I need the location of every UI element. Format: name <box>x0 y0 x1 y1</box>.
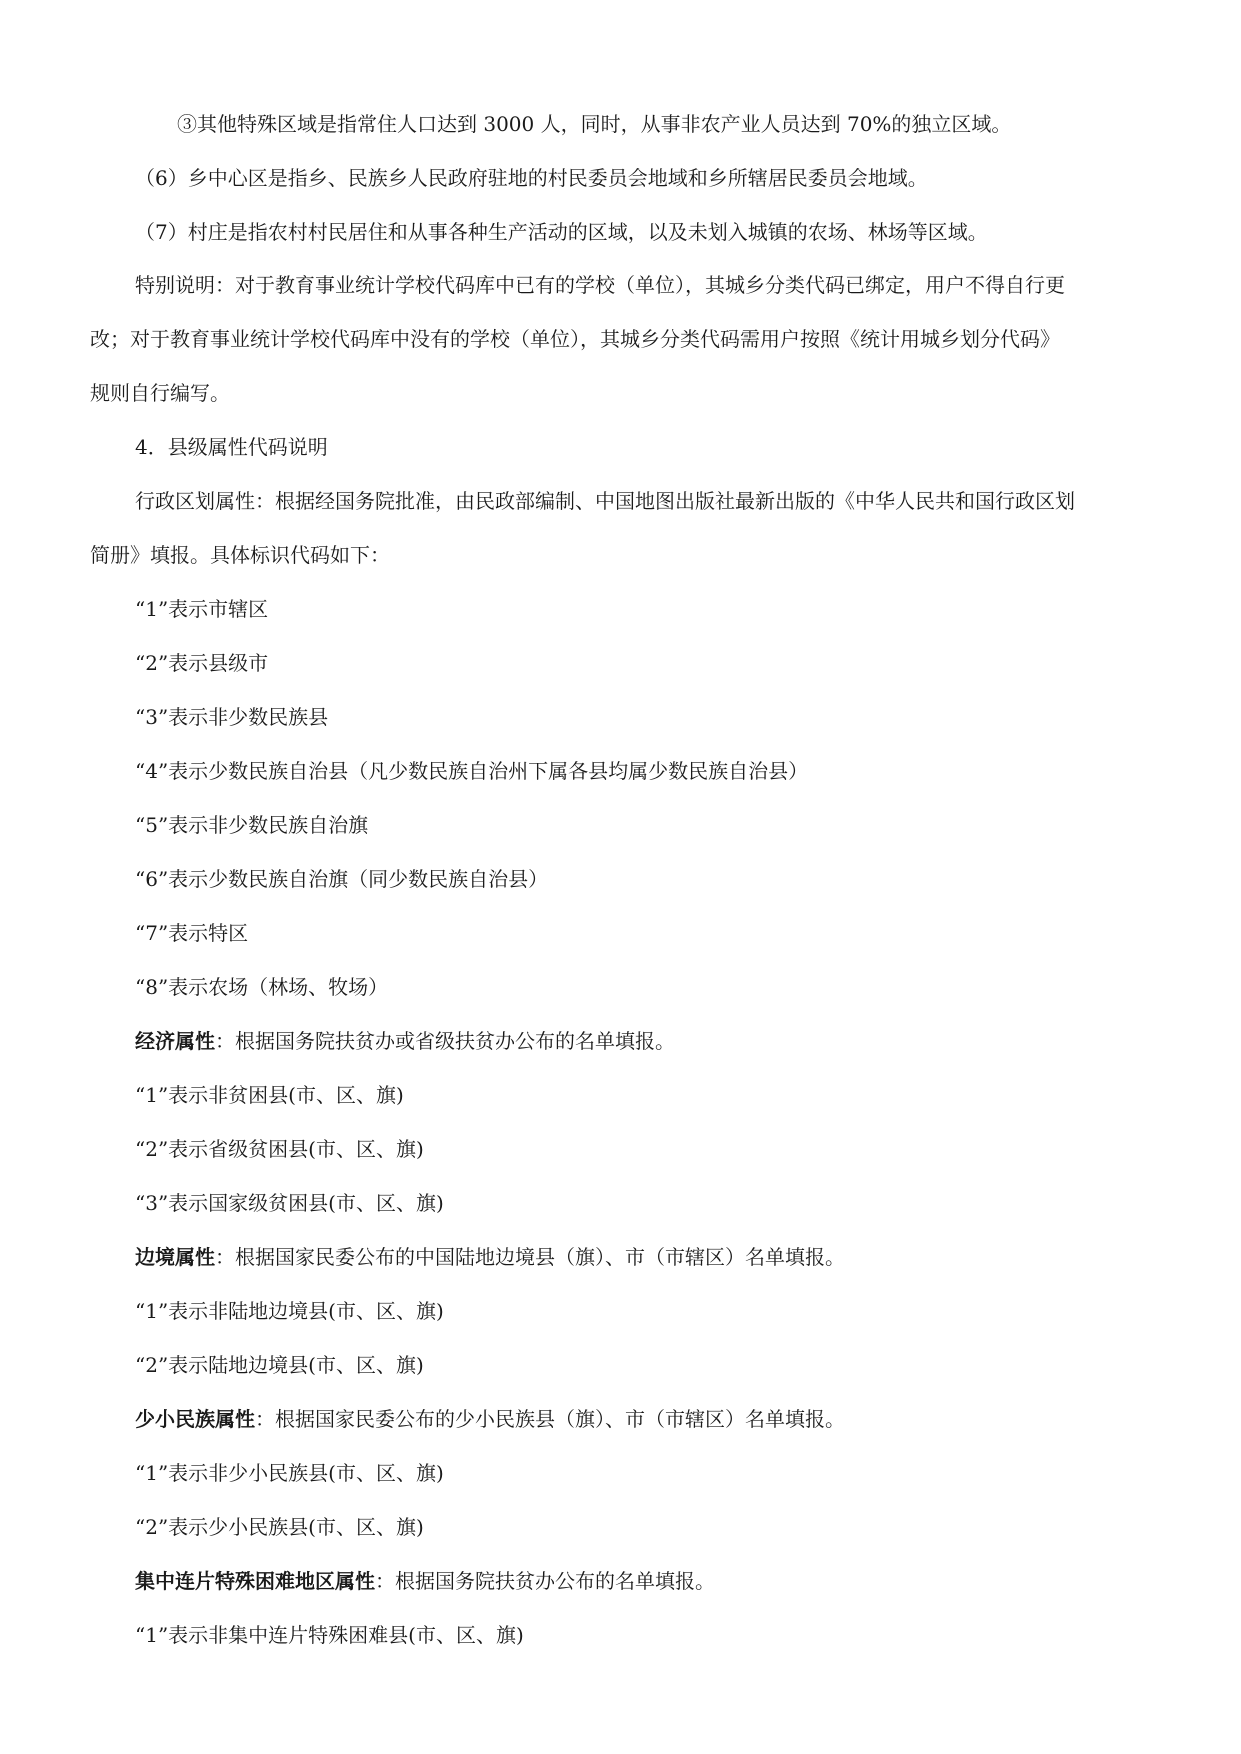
admin-code-4: “4”表示少数民族自治县（凡少数民族自治州下属各县均属少数民族自治县） <box>135 759 809 783</box>
economic-code-3: “3”表示国家级贫困县(市、区、旗) <box>135 1191 444 1215</box>
border-code-2: “2”表示陆地边境县(市、区、旗) <box>135 1353 424 1377</box>
economic-text: ：根据国务院扶贫办或省级扶贫办公布的名单填报。 <box>215 1029 675 1053</box>
special-note-line-1: 特别说明：对于教育事业统计学校代码库中已有的学校（单位），其城乡分类代码已绑定，用户不得自行更 <box>135 273 1065 297</box>
minority-text: ：根据国家民委公布的少小民族县（旗）、市（市辖区）名单填报。 <box>255 1407 845 1431</box>
poverty-area-label: 集中连片特殊困难地区属性 <box>135 1569 375 1593</box>
minority-code-1: “1”表示非少小民族县(市、区、旗) <box>135 1461 444 1485</box>
poverty-area-text: ：根据国务院扶贫办公布的名单填报。 <box>375 1569 715 1593</box>
special-note-line-3: 规则自行编写。 <box>90 381 230 405</box>
section-heading: 4．县级属性代码说明 <box>135 435 328 459</box>
economic-code-1: “1”表示非贫困县(市、区、旗) <box>135 1083 404 1107</box>
poverty-area-attribute <box>135 1568 715 1594</box>
admin-code-1: “1”表示市辖区 <box>135 597 269 621</box>
border-code-1: “1”表示非陆地边境县(市、区、旗) <box>135 1299 444 1323</box>
border-label: 边境属性 <box>135 1245 215 1269</box>
border-text: ：根据国家民委公布的中国陆地边境县（旗）、市（市辖区）名单填报。 <box>215 1245 845 1269</box>
paragraph-village: （7）村庄是指农村村民居住和从事各种生产活动的区域，以及未划入城镇的农场、林场等区域。 <box>135 220 988 244</box>
admin-code-2: “2”表示县级市 <box>135 651 269 675</box>
economic-attribute <box>135 1028 675 1054</box>
admin-attribute-line-2: 简册》填报。具体标识代码如下： <box>90 543 390 567</box>
paragraph-special-area: ③其他特殊区域是指常住人口达到 3000 人，同时，从事非农产业人员达到 70%的独立区域。 <box>177 112 1012 136</box>
poverty-area-code-1: “1”表示非集中连片特殊困难县(市、区、旗) <box>135 1623 524 1647</box>
minority-attribute <box>135 1406 845 1432</box>
special-note-line-2: 改；对于教育事业统计学校代码库中没有的学校（单位），其城乡分类代码需用户按照《统计用城乡划分代码》 <box>90 327 1060 351</box>
admin-code-8: “8”表示农场（林场、牧场） <box>135 975 389 999</box>
minority-label: 少小民族属性 <box>135 1407 255 1431</box>
admin-code-7: “7”表示特区 <box>135 921 249 945</box>
minority-code-2: “2”表示少小民族县(市、区、旗) <box>135 1515 424 1539</box>
paragraph-township-center: （6）乡中心区是指乡、民族乡人民政府驻地的村民委员会地域和乡所辖居民委员会地域。 <box>135 166 928 190</box>
admin-code-6: “6”表示少数民族自治旗（同少数民族自治县） <box>135 867 549 891</box>
admin-code-3: “3”表示非少数民族县 <box>135 705 329 729</box>
economic-code-2: “2”表示省级贫困县(市、区、旗) <box>135 1137 424 1161</box>
admin-attribute-line-1: 行政区划属性：根据经国务院批准，由民政部编制、中国地图出版社最新出版的《中华人民共和国行政区划 <box>135 489 1075 513</box>
economic-label: 经济属性 <box>135 1029 215 1053</box>
border-attribute <box>135 1244 845 1270</box>
admin-code-5: “5”表示非少数民族自治旗 <box>135 813 369 837</box>
